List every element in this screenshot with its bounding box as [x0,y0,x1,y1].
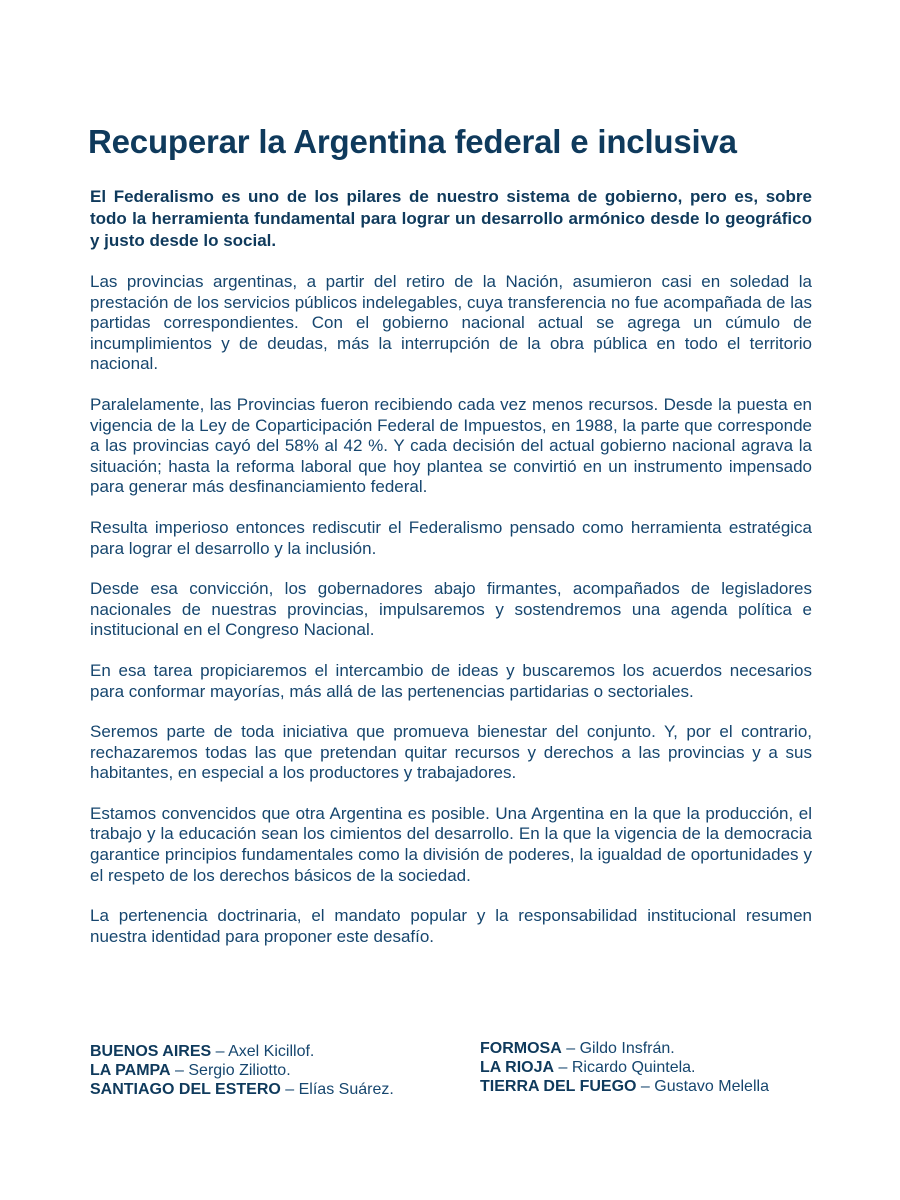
signer-name: – Gildo Insfrán. [561,1040,675,1057]
signer-province: SANTIAGO DEL ESTERO [90,1081,281,1098]
signer-name: – Ricardo Quintela. [554,1059,696,1076]
signer-la-rioja [480,1058,769,1077]
signer-buenos-aires [90,1042,394,1061]
signers-left-column [90,1042,394,1099]
paragraph: En esa tarea propiciaremos el intercambio de ideas y buscaremos los acuerdos necesarios para conformar mayorías, más allá de las pertenencias partidarias o sectoriales. [90,660,812,701]
signer-tierra-del-fuego [480,1077,769,1096]
signer-province: BUENOS AIRES [90,1043,212,1060]
signer-province: FORMOSA [480,1040,562,1057]
paragraph: Desde esa convicción, los gobernadores abajo firmantes, acompañados de legisladores nacionales de nuestras provincias, impulsaremos y sostendremos una agenda política e institucional en el Congreso Nacional. [90,579,812,640]
signer-name: – Sergio Ziliotto. [170,1062,291,1079]
signer-name: – Elías Suárez. [280,1081,394,1098]
signer-name: – Gustavo Melella [636,1078,769,1095]
document-body [90,272,812,967]
lead-paragraph: El Federalismo es uno de los pilares de nuestro sistema de gobierno, pero es, sobre todo la herramienta fundamental para lograr un desarrollo armónico desde lo geográfico y justo desde lo social. [90,187,812,250]
paragraph: Paralelamente, las Provincias fueron recibiendo cada vez menos recursos. Desde la puesta en vigencia de la Ley de Coparticipación Federal de Impuestos, en 1988, la parte que corresponde a las provincias cayó del 58% al 42 %. Y cada decisión del actual gobierno nacional agrava la situación; hasta la reforma laboral que hoy plantea se convirtió en un instrumento impensado para generar más desfinanciamiento federal. [90,394,812,497]
paragraph: Seremos parte de toda iniciativa que promueva bienestar del conjunto. Y, por el contrario, rechazaremos todas las que pretendan quitar recursos y derechos a las provincias y a sus habitantes, en especial a los productores y trabajadores. [90,722,812,783]
signer-province: LA PAMPA [90,1062,171,1079]
paragraph: La pertenencia doctrinaria, el mandato popular y la responsabilidad institucional resumen nuestra identidad para proponer este desafío. [90,906,812,946]
paragraph: Estamos convencidos que otra Argentina es posible. Una Argentina en la que la producción, el trabajo y la educación sean los cimientos del desarrollo. En la que la vigencia de la democracia garantice principios fundamentales como la división de poderes, la igualdad de oportunidades y el respeto de los derechos básicos de la sociedad. [90,803,812,885]
signer-name: – Axel Kicillof. [211,1043,315,1060]
signer-la-pampa [90,1061,394,1080]
signer-province: LA RIOJA [480,1059,555,1076]
signer-formosa [480,1039,769,1058]
paragraph: Las provincias argentinas, a partir del retiro de la Nación, asumieron casi en soledad la prestación de los servicios públicos indelegables, cuya transferencia no fue acompañada de las partidas correspondientes. Con el gobierno nacional actual se agrega un cúmulo de incumplimientos y de deudas, más la interrupción de la obra pública en todo el territorio nacional. [90,272,812,374]
paragraph: Resulta imperioso entonces rediscutir el Federalismo pensado como herramienta estratégica para lograr el desarrollo y la inclusión. [90,517,812,558]
signer-santiago-del-estero [90,1080,394,1099]
signer-province: TIERRA DEL FUEGO [480,1078,637,1095]
document-title: Recuperar la Argentina federal e inclusiva [88,123,737,160]
signers-right-column [480,1039,769,1096]
